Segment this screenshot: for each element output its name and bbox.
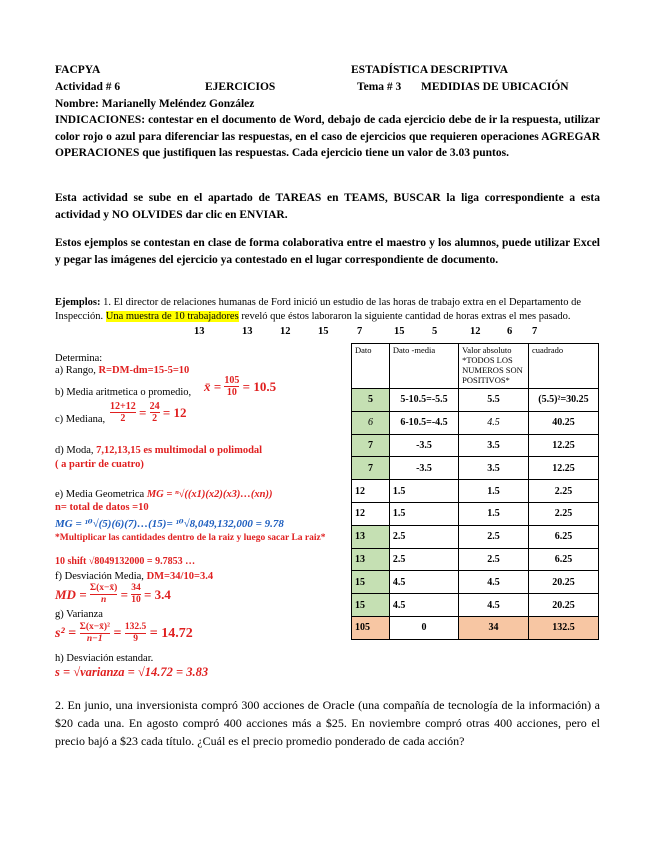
example1-text-a: 1. El director de relaciones humanas de Ford inició un estudio de las horas de trabajo extra en el Departamento de Inspección.	[55, 297, 581, 322]
mean-result: = 10.5	[242, 378, 277, 394]
table-cell: -3.5	[389, 457, 458, 480]
table-cell: 5.5	[459, 389, 529, 412]
table-cell: 20.25	[528, 594, 598, 617]
fraction-numerator: Σ(x−x̄)²	[79, 622, 110, 632]
table-header: Valor absoluto *TODOS LOS NUMEROS SON POSITIVOS*	[459, 344, 529, 389]
geometric-mean-formula: MG = ⁿ√((x1)(x2)(x3)…(xn))	[146, 489, 273, 500]
table-cell: 2.5	[389, 548, 458, 571]
example1-statement	[55, 296, 600, 324]
answer-a-label: a) Rango,	[55, 365, 99, 376]
answer-c-label: c) Mediana,	[55, 414, 106, 425]
table-cell: 5	[352, 389, 390, 412]
table-cell: (5.5)²=30.25	[528, 389, 598, 412]
fraction-numerator: Σ(x−x̄)	[89, 583, 118, 593]
fraction-denominator: 2	[152, 413, 158, 424]
table-cell: 4.5	[459, 594, 529, 617]
fraction-denominator: 10	[226, 387, 237, 398]
table-cell: 6-10.5=-4.5	[389, 411, 458, 434]
answer-g-formula: s² = $\frac{\text{Σ(x−x̄)²}}{n-1}$ = $\frac{132.5}{9}$ = 14.72	[55, 622, 193, 644]
table-row	[352, 548, 599, 571]
table-cell: 13	[352, 548, 390, 571]
table-cell: 15	[352, 571, 390, 594]
table-cell: 1.5	[389, 502, 458, 525]
fraction-denominator: 9	[133, 634, 138, 644]
table-cell: 2.25	[528, 502, 598, 525]
table-cell: 4.5	[459, 411, 529, 434]
table-cell: 3.5	[459, 434, 529, 457]
deviation-table	[351, 343, 599, 640]
table-row	[352, 502, 599, 525]
variance-result: = 14.72	[149, 625, 193, 641]
table-cell: 7	[352, 457, 390, 480]
table-cell: 5-10.5=-5.5	[389, 389, 458, 412]
determina-label: Determina:	[55, 353, 103, 364]
table-total: 132.5	[528, 616, 598, 639]
answer-a	[55, 364, 189, 378]
data-value: 13	[242, 326, 253, 337]
table-header-row	[352, 344, 599, 389]
highlighted-sample: Una muestra de 10 trabajadores	[105, 311, 239, 322]
table-cell: 4.5	[389, 571, 458, 594]
table-cell: 40.25	[528, 411, 598, 434]
table-cell: 6	[352, 411, 390, 434]
examples-label: Ejemplos:	[55, 297, 101, 308]
table-row	[352, 434, 599, 457]
table-cell: 6.25	[528, 525, 598, 548]
md-symbol: MD =	[55, 586, 87, 602]
answer-c-formula: $\frac{12+12}{2}$ = $\frac{24}{2}$ = 12	[110, 401, 187, 424]
table-header: Dato -media	[389, 344, 458, 389]
fraction-numerator: 12+12	[110, 401, 136, 412]
table-cell: 2.5	[389, 525, 458, 548]
table-cell: 13	[352, 525, 390, 548]
fraction-numerator: 132.5	[124, 622, 147, 632]
fraction-numerator: 24	[149, 401, 160, 412]
fraction-numerator: 105	[224, 375, 240, 386]
answer-d-note: ( a partir de cuatro)	[55, 459, 144, 470]
topic-label: Tema # 3	[357, 81, 402, 93]
table-cell: 12	[352, 480, 390, 503]
answer-g-label: g) Varianza	[55, 609, 103, 620]
table-cell: 1.5	[459, 502, 529, 525]
answer-b-label: b) Media aritmetica o promedio,	[55, 387, 192, 398]
table-row	[352, 457, 599, 480]
answer-f-formula: MD = $\frac{\Sigma(x-x̄)}{n}$ = $\frac{34}{10}$ = 3.4	[55, 583, 171, 605]
examples-paragraph: Estos ejemplos se contestan en clase de forma colaborativa entre el maestro y los alumnos, puede utilizar Excel y pegar las imágenes del ejercicio ya contestado en el lugar correspondiente de documento.	[55, 237, 600, 266]
example1-text-b: reveló que éstos laboraron la siguiente cantidad de horas extras el mes pasado.	[238, 311, 571, 322]
school-label: FACPYA	[55, 64, 101, 76]
answer-e	[55, 488, 272, 502]
table-cell: 1.5	[459, 480, 529, 503]
data-value: 7	[357, 326, 363, 337]
table-total: 0	[389, 616, 458, 639]
activity-label: Actividad # 6	[55, 81, 121, 93]
fraction-denominator: 2	[120, 413, 126, 424]
answer-h-label: h) Desviación estandar.	[55, 653, 154, 664]
data-value: 5	[432, 326, 438, 337]
table-row	[352, 389, 599, 412]
answer-e-shift	[55, 556, 195, 567]
answer-e-n: n= total de datos =10	[55, 502, 149, 513]
data-value: 15	[318, 326, 329, 337]
table-cell: 7	[352, 434, 390, 457]
data-value: 15	[394, 326, 405, 337]
table-row	[352, 594, 599, 617]
fraction-denominator: n−1	[86, 634, 103, 644]
data-value: 13	[194, 326, 205, 337]
table-header: cuadrado	[528, 344, 598, 389]
table-cell: 12	[352, 502, 390, 525]
topic-name: MEDIDIAS DE UBICACIÓN	[421, 81, 569, 93]
fraction-denominator: 10	[131, 595, 141, 605]
table-cell: 12.25	[528, 457, 598, 480]
table-cell: 1.5	[389, 480, 458, 503]
data-value: 6	[507, 326, 513, 337]
variance-symbol: s² =	[55, 625, 77, 641]
table-cell: 6.25	[528, 548, 598, 571]
table-totals-row	[352, 616, 599, 639]
table-cell: 4.5	[389, 594, 458, 617]
student-name: Nombre: Marianelly Meléndez González	[55, 98, 255, 110]
fraction-numerator: 34	[131, 583, 141, 593]
table-total: 105	[352, 616, 390, 639]
answer-d-label: d) Moda,	[55, 445, 97, 456]
table-cell: 12.25	[528, 434, 598, 457]
table-row	[352, 571, 599, 594]
answer-e-note: *Multiplicar las cantidades dentro de la raiz y luego sacar La raiz*	[55, 533, 326, 543]
table-row	[352, 525, 599, 548]
answer-d-value: 7,12,13,15 es multimodal o polimodal	[96, 445, 263, 456]
table-cell: 2.25	[528, 480, 598, 503]
table-total: 34	[459, 616, 529, 639]
teams-paragraph: Esta actividad se sube en el apartado de TAREAS en TEAMS, BUSCAR la liga correspondiente a esta actividad y NO OLVIDES dar clic en ENVIAR.	[55, 192, 600, 221]
mean-symbol: x̄ =	[204, 378, 222, 394]
answer-f-value: DM=34/10=3.4	[146, 571, 214, 582]
answer-a-value: R=DM-dm=15-5=10	[98, 365, 190, 376]
data-value: 7	[532, 326, 538, 337]
table-cell: 15	[352, 594, 390, 617]
answer-e-label: e) Media Geometrica	[55, 489, 147, 500]
md-result: = 3.4	[143, 586, 171, 602]
answer-e-calc: MG = ¹⁰√(5)(6)(7)…(15)= ¹⁰√8,049,132,000 = 9.78	[55, 518, 284, 530]
median-result: = 12	[162, 404, 187, 420]
table-cell: -3.5	[389, 434, 458, 457]
table-cell: 3.5	[459, 457, 529, 480]
answer-d	[55, 444, 262, 458]
answer-f	[55, 570, 213, 584]
data-value: 12	[470, 326, 481, 337]
table-header: Dato	[352, 344, 390, 389]
fraction-denominator: n	[100, 595, 107, 605]
answer-b-formula	[204, 375, 276, 398]
data-value: 12	[280, 326, 291, 337]
instructions-paragraph: INDICACIONES: contestar en el documento de Word, debajo de cada ejercicio debe de ir la respuesta, utilizar color rojo o azul para diferenciar las respuestas, en el caso de ejercicios que requieren operaciones AGREGAR OPERACIONES que justifiquen las respuestas. Cada ejercicio tiene un valor de 3.03 puntos.	[55, 114, 600, 159]
answer-h-value: s = √varianza = √14.72 = 3.83	[55, 665, 209, 679]
table-cell: 2.5	[459, 525, 529, 548]
question-2: 2. En junio, una inversionista compró 300 acciones de Oracle (una compañía de tecnología de la información) a $20 cada una. En agosto compró 400 acciones más a $25. En noviembre compró otras 400 acciones, pero el precio bajó a $23 cada título. ¿Cuál es el precio promedio ponderado de cada acción?	[55, 698, 600, 748]
table-cell: 20.25	[528, 571, 598, 594]
table-row	[352, 480, 599, 503]
type-label: EJERCICIOS	[205, 81, 276, 93]
shift-label: 10 shift	[55, 556, 89, 567]
shift-value: √8049132000 = 9.7853 …	[88, 556, 196, 567]
table-cell: 2.5	[459, 548, 529, 571]
table-row	[352, 411, 599, 434]
table-cell: 4.5	[459, 571, 529, 594]
course-label: ESTADÍSTICA DESCRIPTIVA	[351, 64, 509, 76]
answer-f-label: f) Desviación Media,	[55, 571, 147, 582]
